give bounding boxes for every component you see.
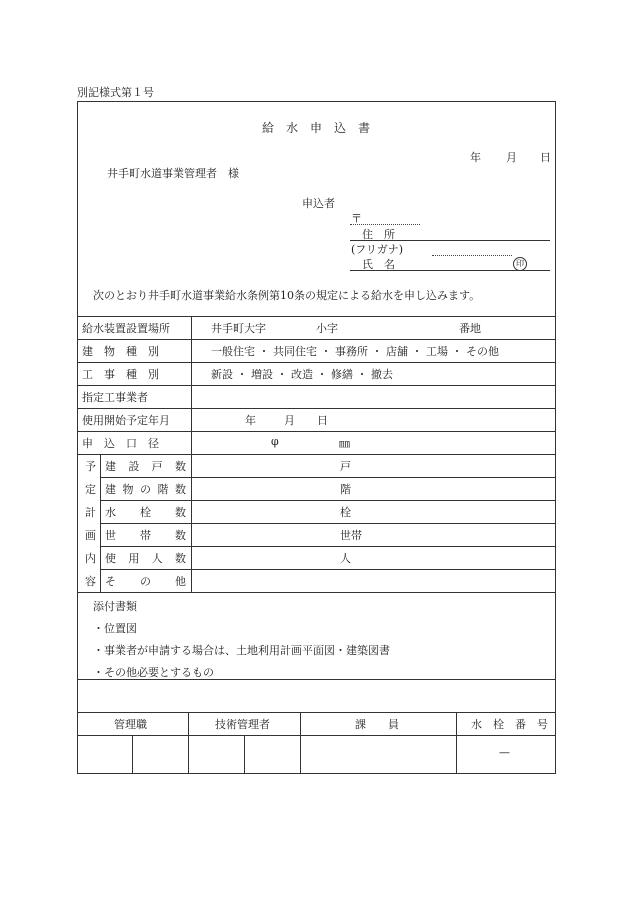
- building-type-options[interactable]: 一般住宅 ・ 共同住宅 ・ 事務所 ・ 店舗 ・ 工場 ・ その他: [211, 345, 499, 358]
- option-new[interactable]: 新設: [211, 368, 233, 381]
- attachment-item: ・その他必要とするもの: [93, 666, 214, 679]
- name-line[interactable]: [350, 270, 550, 271]
- option-repair[interactable]: 修繕: [331, 368, 353, 381]
- plan-item-floors-label: 建 物 の 階 数: [105, 483, 186, 496]
- option-office[interactable]: 事務所: [335, 345, 368, 358]
- address-label: 住 所: [362, 228, 395, 241]
- row-divider: [100, 500, 556, 501]
- seal-mark: 印: [513, 256, 527, 271]
- row-divider: [77, 454, 556, 455]
- row-divider: [77, 592, 556, 593]
- row-divider: [77, 408, 556, 409]
- building-type-label: 建 物 種 別: [82, 345, 159, 358]
- option-factory[interactable]: 工場: [426, 345, 448, 358]
- addressee: 井手町水道事業管理者 様: [107, 167, 239, 180]
- location-village: 井手町大字: [211, 322, 266, 335]
- date-month: 月: [506, 151, 517, 164]
- row-divider: [77, 316, 556, 317]
- row-divider: [77, 339, 556, 340]
- column-divider: [191, 316, 192, 592]
- plan-side-char: 内: [85, 552, 96, 565]
- plan-item-units-label: 建 設 戸 数: [105, 460, 186, 473]
- plan-side-char: 計: [85, 506, 96, 519]
- plan-side-char: 容: [85, 575, 96, 588]
- furigana-label: (フリガナ): [351, 243, 404, 256]
- statement: 次のとおり井手町水道事業給水条例第10条の規定による給水を申し込みます。: [93, 289, 481, 302]
- column-divider: [100, 454, 101, 592]
- row-divider: [77, 735, 556, 736]
- form-title: 給 水 申 込 書: [262, 121, 371, 135]
- postal-mark: 〒: [351, 212, 362, 225]
- row-divider: [100, 546, 556, 547]
- row-divider: [77, 362, 556, 363]
- location-label: 給水装置設置場所: [82, 322, 170, 335]
- attachments-title: 添付書類: [93, 600, 137, 613]
- postal-code-line[interactable]: [350, 224, 420, 225]
- name-label: 氏 名: [362, 258, 395, 271]
- footer-header-tech-manager: 技術管理者: [215, 718, 270, 731]
- plan-item-faucets-unit: 栓: [340, 506, 351, 519]
- diameter-label: 申 込 口 径: [82, 437, 159, 450]
- location-subarea: 小字: [316, 322, 338, 335]
- row-divider: [77, 431, 556, 432]
- column-divider: [244, 735, 245, 774]
- start-day: 日: [317, 414, 328, 427]
- plan-item-faucets-label: 水 栓 数: [105, 506, 186, 519]
- footer-header-meter-number: 水 栓 番 号: [471, 718, 548, 731]
- start-date-label: 使用開始予定年月: [82, 414, 170, 427]
- diameter-phi: φ: [271, 435, 279, 448]
- row-divider: [100, 477, 556, 478]
- plan-item-households-label: 世 帯 数: [105, 529, 186, 542]
- contractor-label: 指定工事業者: [82, 391, 148, 404]
- plan-side-char: 画: [85, 529, 96, 542]
- attachment-item: ・位置図: [93, 622, 137, 635]
- plan-item-users-unit: 人: [340, 552, 351, 565]
- footer-header-manager: 管理職: [114, 718, 147, 731]
- column-divider: [132, 735, 133, 774]
- column-divider: [456, 712, 457, 774]
- row-divider: [77, 385, 556, 386]
- furigana-line[interactable]: [432, 255, 512, 256]
- footer-header-staff: 課 員: [355, 718, 399, 731]
- option-remodel[interactable]: 改造: [291, 368, 313, 381]
- applicant-label: 申込者: [302, 197, 335, 210]
- plan-side-char: 予: [85, 460, 96, 473]
- plan-item-users-label: 使 用 人 数: [105, 552, 186, 565]
- work-type-options[interactable]: 新設 ・ 増設 ・ 改造 ・ 修繕 ・ 撤去: [211, 368, 393, 381]
- work-type-label: 工 事 種 別: [82, 368, 159, 381]
- meter-number-dash: —: [499, 746, 510, 759]
- plan-item-other-label: そ の 他: [105, 575, 186, 588]
- row-divider: [100, 523, 556, 524]
- option-expansion[interactable]: 増設: [251, 368, 273, 381]
- option-general-housing[interactable]: 一般住宅: [211, 345, 255, 358]
- plan-item-units-unit: 戸: [340, 460, 351, 473]
- plan-side-char: 定: [85, 483, 96, 496]
- location-lot: 番地: [459, 322, 481, 335]
- option-removal[interactable]: 撤去: [371, 368, 393, 381]
- diameter-unit: ㎜: [339, 437, 350, 450]
- plan-item-floors-unit: 階: [340, 483, 351, 496]
- option-other[interactable]: その他: [466, 345, 499, 358]
- start-year: 年: [245, 414, 256, 427]
- option-apartment[interactable]: 共同住宅: [273, 345, 317, 358]
- row-divider: [77, 712, 556, 713]
- plan-item-households-unit: 世帯: [340, 529, 362, 542]
- row-divider: [100, 569, 556, 570]
- form-number: 別記様式第１号: [77, 86, 154, 99]
- column-divider: [188, 712, 189, 774]
- option-shop[interactable]: 店舗: [386, 345, 408, 358]
- attachment-item: ・事業者が申請する場合は、土地利用計画平面図・建築図書: [93, 644, 390, 657]
- date-day: 日: [540, 151, 551, 164]
- column-divider: [300, 712, 301, 774]
- date-year: 年: [470, 151, 481, 164]
- start-month: 月: [284, 414, 295, 427]
